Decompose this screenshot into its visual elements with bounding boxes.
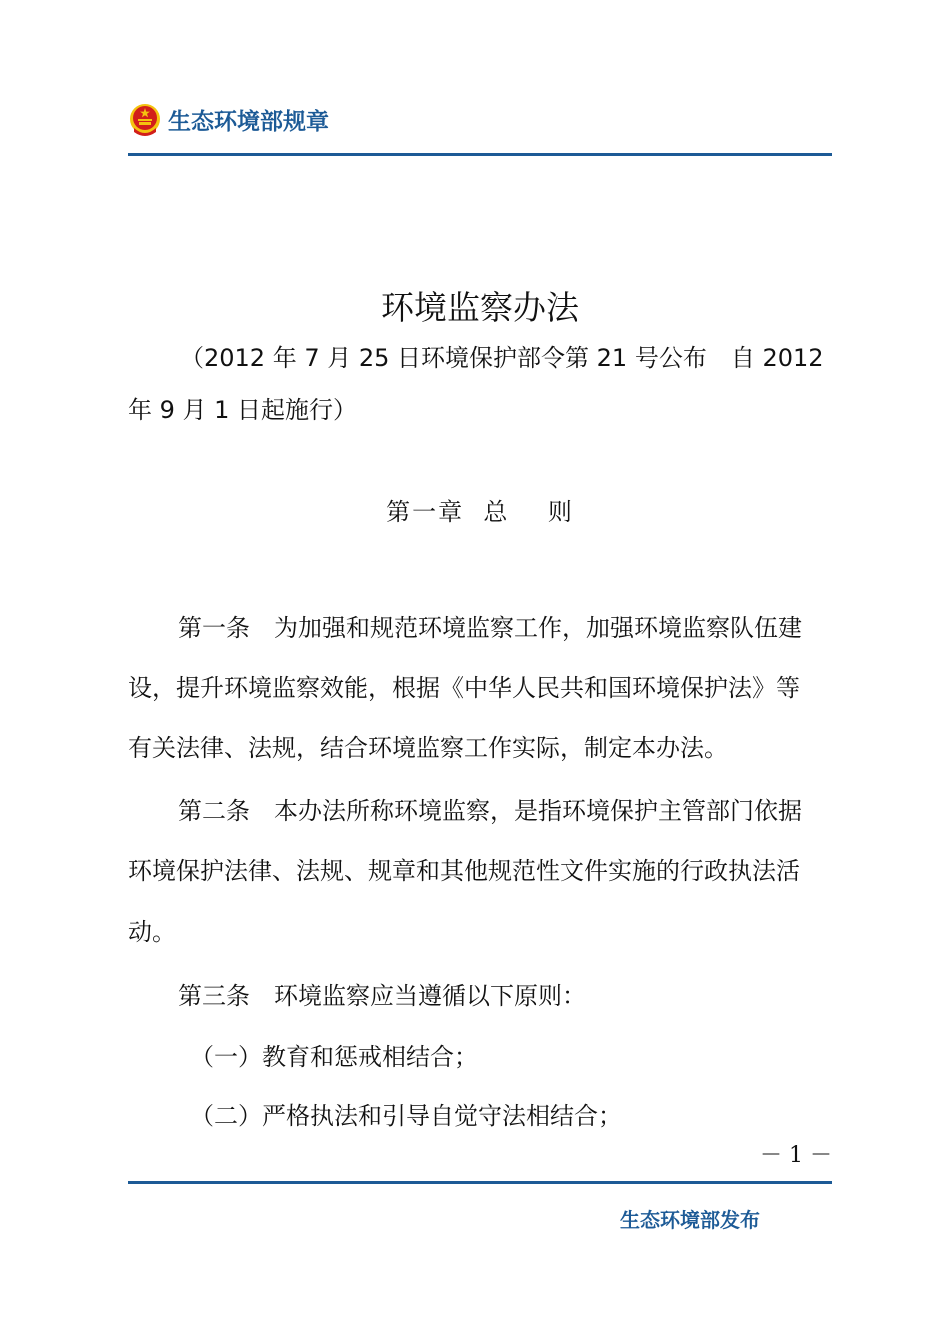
- article-line: 环境保护法律、法规、规章和其他规范性文件实施的行政执法活: [128, 857, 800, 885]
- article-line: 第三条 环境监察应当遵循以下原则：: [178, 982, 586, 1010]
- header-divider: [128, 153, 832, 156]
- article-line: （二）严格执法和引导自觉守法相结合；: [190, 1102, 622, 1130]
- article-line: 第一条 为加强和规范环境监察工作，加强环境监察队伍建: [178, 614, 802, 642]
- article-line: 动。: [128, 918, 176, 946]
- document-subtitle-line: 年 9 月 1 日起施行）: [128, 396, 358, 424]
- footer-divider: [128, 1181, 832, 1184]
- document-title: 环境监察办法: [381, 288, 579, 327]
- document-subtitle-line: （2012 年 7 月 25 日环境保护部令第 21 号公布 自 2012: [180, 344, 824, 372]
- article-line: 有关法律、法规，结合环境监察工作实际，制定本办法。: [128, 734, 728, 762]
- chapter-title: 第一章 总 则: [386, 498, 574, 526]
- article-line: （一）教育和惩戒相结合；: [190, 1043, 478, 1071]
- national-emblem-icon: [128, 102, 162, 138]
- page-number: － 1 －: [760, 1143, 832, 1168]
- footer-publisher: 生态环境部发布: [620, 1208, 760, 1232]
- header-title: 生态环境部规章: [168, 109, 329, 135]
- article-line: 设，提升环境监察效能，根据《中华人民共和国环境保护法》等: [128, 674, 800, 702]
- article-line: 第二条 本办法所称环境监察，是指环境保护主管部门依据: [178, 797, 802, 825]
